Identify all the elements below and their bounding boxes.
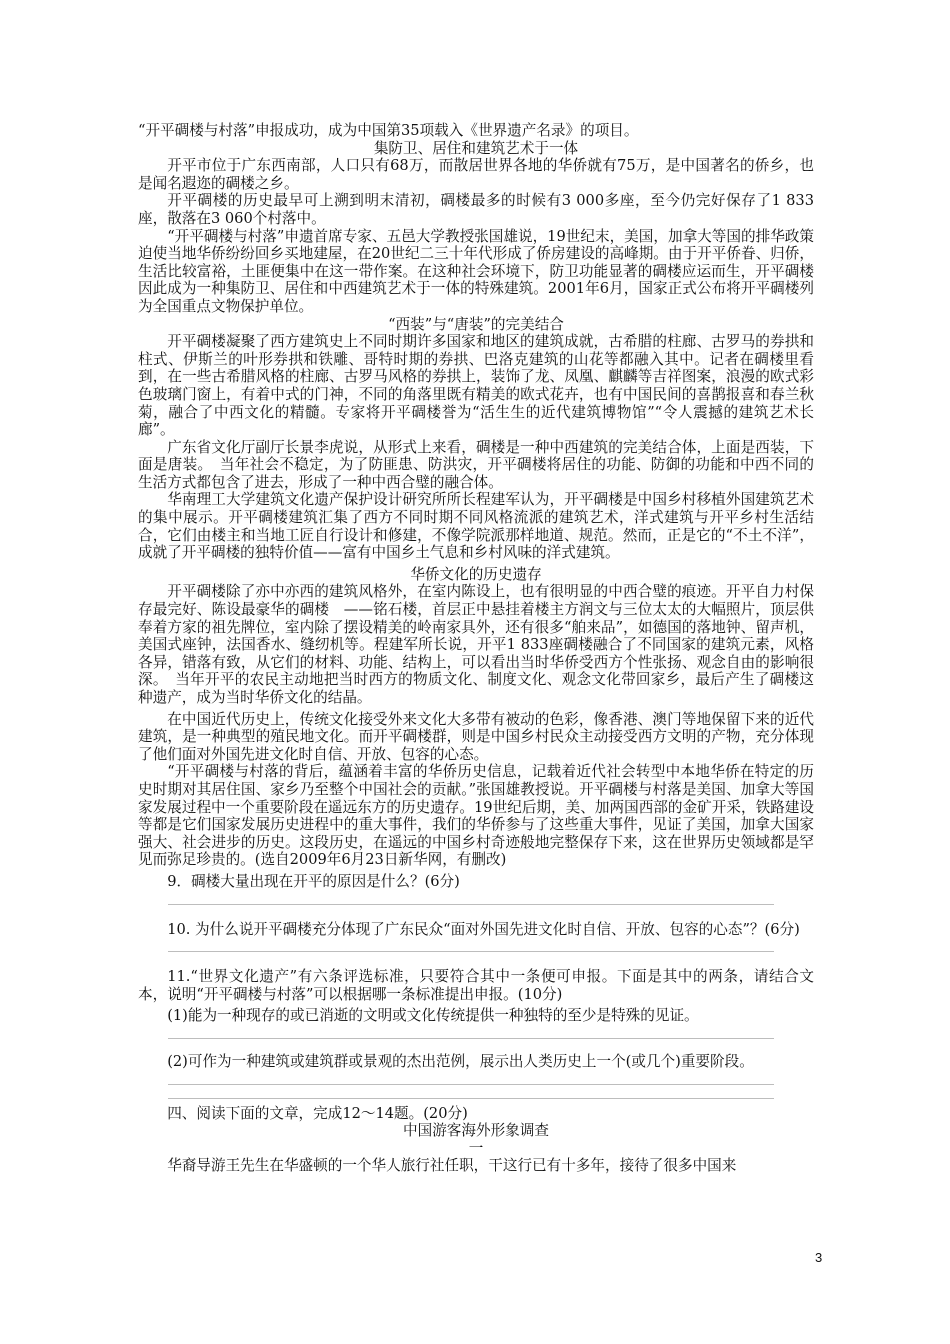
section-heading-defense: 集防卫、居住和建筑艺术于一体 [373,139,579,157]
paragraph-history: 开平碉楼的历史最早可上溯到明末清初，碉楼最多的时候有3 000多座，至今仍完好保存了1 833座，散落在3 060个村落中。 [138,192,814,227]
question-10: 10. 为什么说开平碉楼充分体现了广东民众“面对外国先进文化时自信、开放、包容的心态”？(6分) [167,920,800,938]
paragraph-interior: 开平碉楼除了亦中亦西的建筑风格外，在室内陈设上，也有很明显的中西合璧的痕迹。开平自力村保存最完好、陈设最豪华的碉楼 ——铭石楼，首层正中悬挂着楼主方润文与三位太太的大幅照片，顶层供奉着方家的祖先牌位，室内除了摆设精美的岭南家具外，还有很多“舶来品”，如德国的落地钟、留声机，美国式座钟，法国香水、缝纫机等。程建军所长说，开平1 833座碉楼融合了不同国家的建筑元素，风格各异，错落有致，从它们的材料、功能、结构上，可以看出当时华侨受西方个性张扬、观念自由的影响很深。 当年开平的农民主动地把当时西方的物质文化、制度文化、观念文化带回家乡，最后产生了碉楼这种遗产，成为当时华侨文化的结晶。 [138,583,814,706]
article-title: 中国游客海外形象调查 [403,1122,549,1140]
document-page [138,122,814,1175]
paragraph-modern-history: 在中国近代历史上，传统文化接受外来文化大多带有被动的色彩，像香港、澳门等地保留下来的近代建筑，是一种典型的殖民地文化。而开平碉楼群，则是中国乡村民众主动接受西方文明的产物，充分体现了他们面对外国先进文化时自信、开放、包容的心态。 [138,710,814,763]
paragraph-location: 开平市位于广东西南部，人口只有68万，而散居世界各地的华侨就有75万，是中国著名的侨乡，也是闻名遐迩的碉楼之乡。 [138,157,814,192]
answer-line [168,1025,774,1039]
paragraph-architecture: 开平碉楼凝聚了西方建筑史上不同时期许多国家和地区的建筑成就，古希腊的柱廊、古罗马的券拱和柱式、伊斯兰的叶形券拱和铁雕、哥特时期的券拱、巴洛克建筑的山花等都融入其中。记者在碉楼里看到，在一些古希腊风格的柱廊、古罗马风格的券拱上，装饰了龙、凤凰、麒麟等吉祥图案，浪漫的欧式彩色玻璃门窗上，有着中式的门神，不同的角落里既有精美的欧式花卉，也有中国民间的喜鹊报喜和春兰秋菊，融合了中西文化的精髓。专家将开平碉楼誉为“活生生的近代建筑博物馆”“令人震撼的建筑艺术长廊”。 [138,333,814,439]
section-4-heading: 四、阅读下面的文章，完成12～14题。(20分) [167,1104,468,1122]
answer-line [168,1071,774,1085]
answer-line [168,1085,774,1099]
paragraph-tour-guide: 华裔导游王先生在华盛顿的一个华人旅行社任职，干这行已有十多年，接待了很多中国来 [167,1157,737,1175]
paragraph-cheng-jianjun: 华南理工大学建筑文化遗产保护设计研究所所长程建军认为，开平碉楼是中国乡村移植外国建筑艺术的集中展示。开平碉楼建筑汇集了西方不同时期不同风格流派的建筑艺术，洋式建筑与开平乡村生活结合，它们由楼主和当地工匠自行设计和修建，不像学院派那样地道、规范。然而，正是它的“不土不洋”，成就了开平碉楼的独特价值——富有中国乡土气息和乡村风味的洋式建筑。 [138,491,814,562]
answer-line [168,891,774,905]
page-number: 3 [815,1250,823,1265]
paragraph-intro: “开平碉楼与村落”申报成功，成为中国第35项载入《世界遗产名录》的项目。 [138,122,639,139]
question-9: 9．碉楼大量出现在开平的原因是什么？(6分) [167,872,460,890]
question-11-criterion-2: (2)可作为一种建筑或建筑群或景观的杰出范例，展示出人类历史上一个(或几个)重要阶段。 [167,1052,754,1070]
paragraph-significance: “开平碉楼与村落的背后，蕴涵着丰富的华侨历史信息，记载着近代社会转型中本地华侨在特定的历史时期对其居住国、家乡乃至整个中国社会的贡献。”张国雄教授说。开平碉楼与村落是美国、加拿大等国家发展过程中一个重要阶段在遥远东方的历史遗存。19世纪后期，美、加两国西部的金矿开采，铁路建设等都是它们国家发展历史进程中的重大事件，我们的华侨参与了这些重大事件，见证了美国，加拿大国家强大、社会进步的历史。这段历史，在遥远的中国乡村奇迹般地完整保存下来，这在世界历史领域都是罕见而弥足珍贵的。(选自2009年6月23日新华网，有删改) [138,763,814,869]
paragraph-expert-zhang: “开平碉楼与村落”申遗首席专家、五邑大学教授张国雄说，19世纪末，美国，加拿大等国的排华政策迫使当地华侨纷纷回乡买地建屋，在20世纪二三十年代形成了侨房建设的高峰期。由于开平侨眷、归侨，生活比较富裕，土匪便集中在这一带作案。在这种社会环境下，防卫功能显著的碉楼应运而生，开平碉楼因此成为一种集防卫、居住和中西建筑艺术于一体的特殊建筑。2001年6月，国家正式公布将开平碉楼列为全国重点文物保护单位。 [138,227,814,315]
answer-line [168,938,774,952]
question-11-criterion-1: (1)能为一种现存的或已消逝的文明或文化传统提供一种独特的至少是特殊的见证。 [167,1007,699,1025]
section-heading-overseas-culture: 华侨文化的历史遗存 [410,565,542,583]
section-heading-west-tang: “西装”与“唐装”的完美结合 [388,315,564,333]
question-11: 11.“世界文化遗产”有六条评选标准，只要符合其中一条便可申报。下面是其中的两条，请结合文本，说明“开平碉楼与村落”可以根据哪一条标准提出申报。(10分) [138,968,814,1003]
part-number: 一 [468,1139,484,1157]
paragraph-jing-lihu: 广东省文化厅副厅长景李虎说，从形式上来看，碉楼是一种中西建筑的完美结合体，上面是西装，下面是唐装。 当年社会不稳定，为了防匪患、防洪灾，开平碉楼将居住的功能、防御的功能和中西不同的生活方式都包含了进去，形成了一种中西合璧的融合体。 [138,438,814,491]
